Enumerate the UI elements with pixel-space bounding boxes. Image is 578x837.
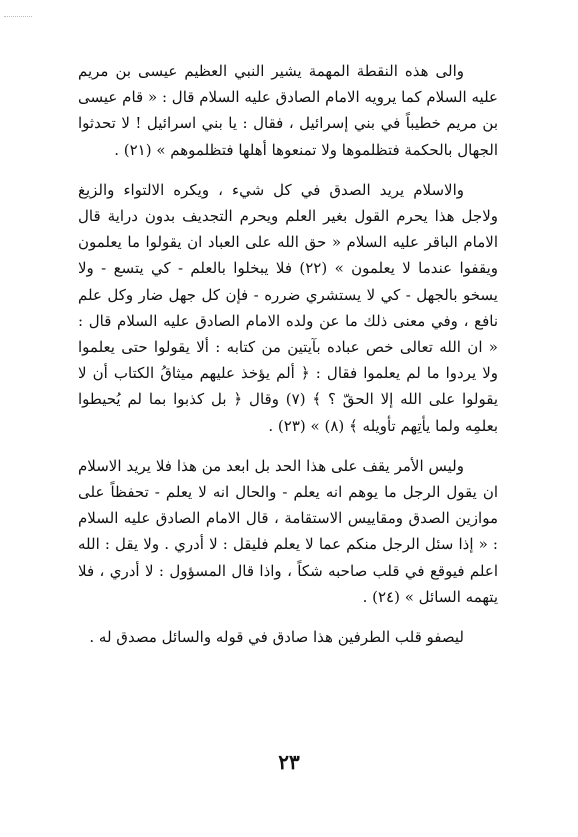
paragraph: وليس الأمر يقف على هذا الحد بل ابعد من هذا فلا يريد الاسلام ان يقول الرجل ما يوهم انه يعلم - والحال انه لا يعلم - تحفظاً على موازين الصدق ومقاييس الاستقامة ، قال الامام الصادق عليه السلام : « إذا سئل الرجل منكم عما لا يعلم فليقل : لا أدري . ولا يقل : الله اعلم فيوقع في قلب صاحبه شكاً ، واذا قال المسؤول : لا أدري ، فلا يتهمه السائل » (٢٤) . <box>78 456 498 606</box>
body-text <box>78 58 498 650</box>
paragraph: ليصفو قلب الطرفين هذا صادق في قوله والسائل مصدق له . <box>89 628 464 647</box>
paragraph: والى هذه النقطة المهمة يشير النبي العظيم عيسى بن مريم عليه السلام كما يرويه الامام الصادق عليه السلام قال : « قام عيسى بن مريم خطيباً في بني إسرائيل ، فقال : يا بني اسرائيل ! لا تحدثوا الجهال بالحكمة فتظلموها ولا تمنعوها أهلها فتظلموهم » (٢١) . <box>78 62 498 159</box>
page-number: ٢٣ <box>278 750 300 774</box>
paragraph: والاسلام يريد الصدق في كل شيء ، ويكره الالتواء والزيغ ولاجل هذا يحرم القول بغير العلم ويحرم التجديف بدون دراية قال الامام الباقر عليه السلام « حق الله على العباد ان يقولوا ما يعلمون ويقفوا عندما لا يعلمون » (٢٢) فلا يبخلوا بالعلم - كي يتسع - ولا يسخو بالجهل - كي لا يستشري ضرره - فإن كل جهل ضار وكل علم نافع ، وفي معنى ذلك ما عن ولده الامام الصادق عليه السلام قال : « ان الله تعالى خص عباده بآيتين من كتابه : ألا يقولوا حتى يعلموا ولا يردوا ما لم يعلموا فقال : ﴿ ألم يؤخذ عليهم ميثاقُ الكتاب أن لا يقولوا على الله إلا الحقّ ؟ ﴾ (٧) وقال ﴿ بل كذبوا بما لم يُحيطوا بعلمِه ولما يأتِهم تأويله ﴾ (٨) » (٢٣) . <box>78 180 498 435</box>
scan-edge-mark <box>4 16 32 27</box>
